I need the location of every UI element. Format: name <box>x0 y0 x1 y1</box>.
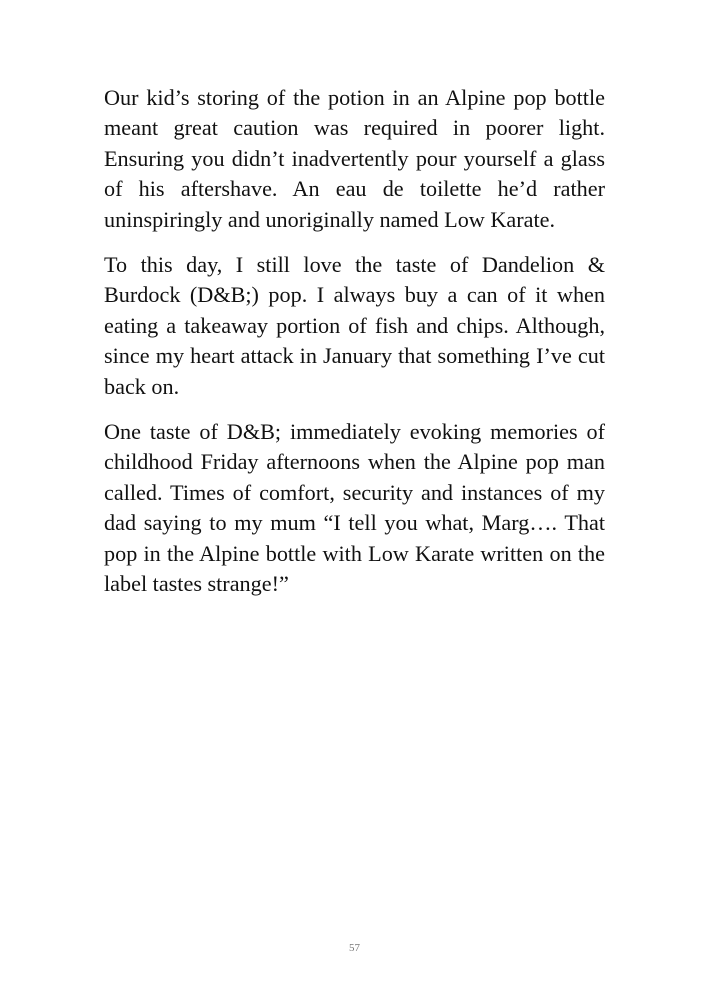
paragraph-friday-memories: One taste of D&B; immediately evoking memories of childhood Friday afternoons when the Alpine pop man called. Times of comfort, security and instances of my dad saying to my mum “I tell you what, Marg…. That pop in the Alpine bottle with Low Karate written on the label tastes strange!” <box>104 419 605 597</box>
page-body-text <box>104 83 605 615</box>
paragraph-aftershave: Our kid’s storing of the potion in an Alpine pop bottle meant great caution was required in poorer light. Ensuring you didn’t inadvertently pour yourself a glass of his aftershave. An eau de toilette he’d rather uninspiringly and unoriginally named Low Karate. <box>104 85 605 232</box>
paragraph-dandelion-burdock: To this day, I still love the taste of Dandelion & Burdock (D&B;) pop. I always buy a can of it when eating a takeaway portion of fish and chips. Although, since my heart attack in January that something I’ve cut back on. <box>104 252 605 399</box>
page-number: 57 <box>349 942 360 954</box>
